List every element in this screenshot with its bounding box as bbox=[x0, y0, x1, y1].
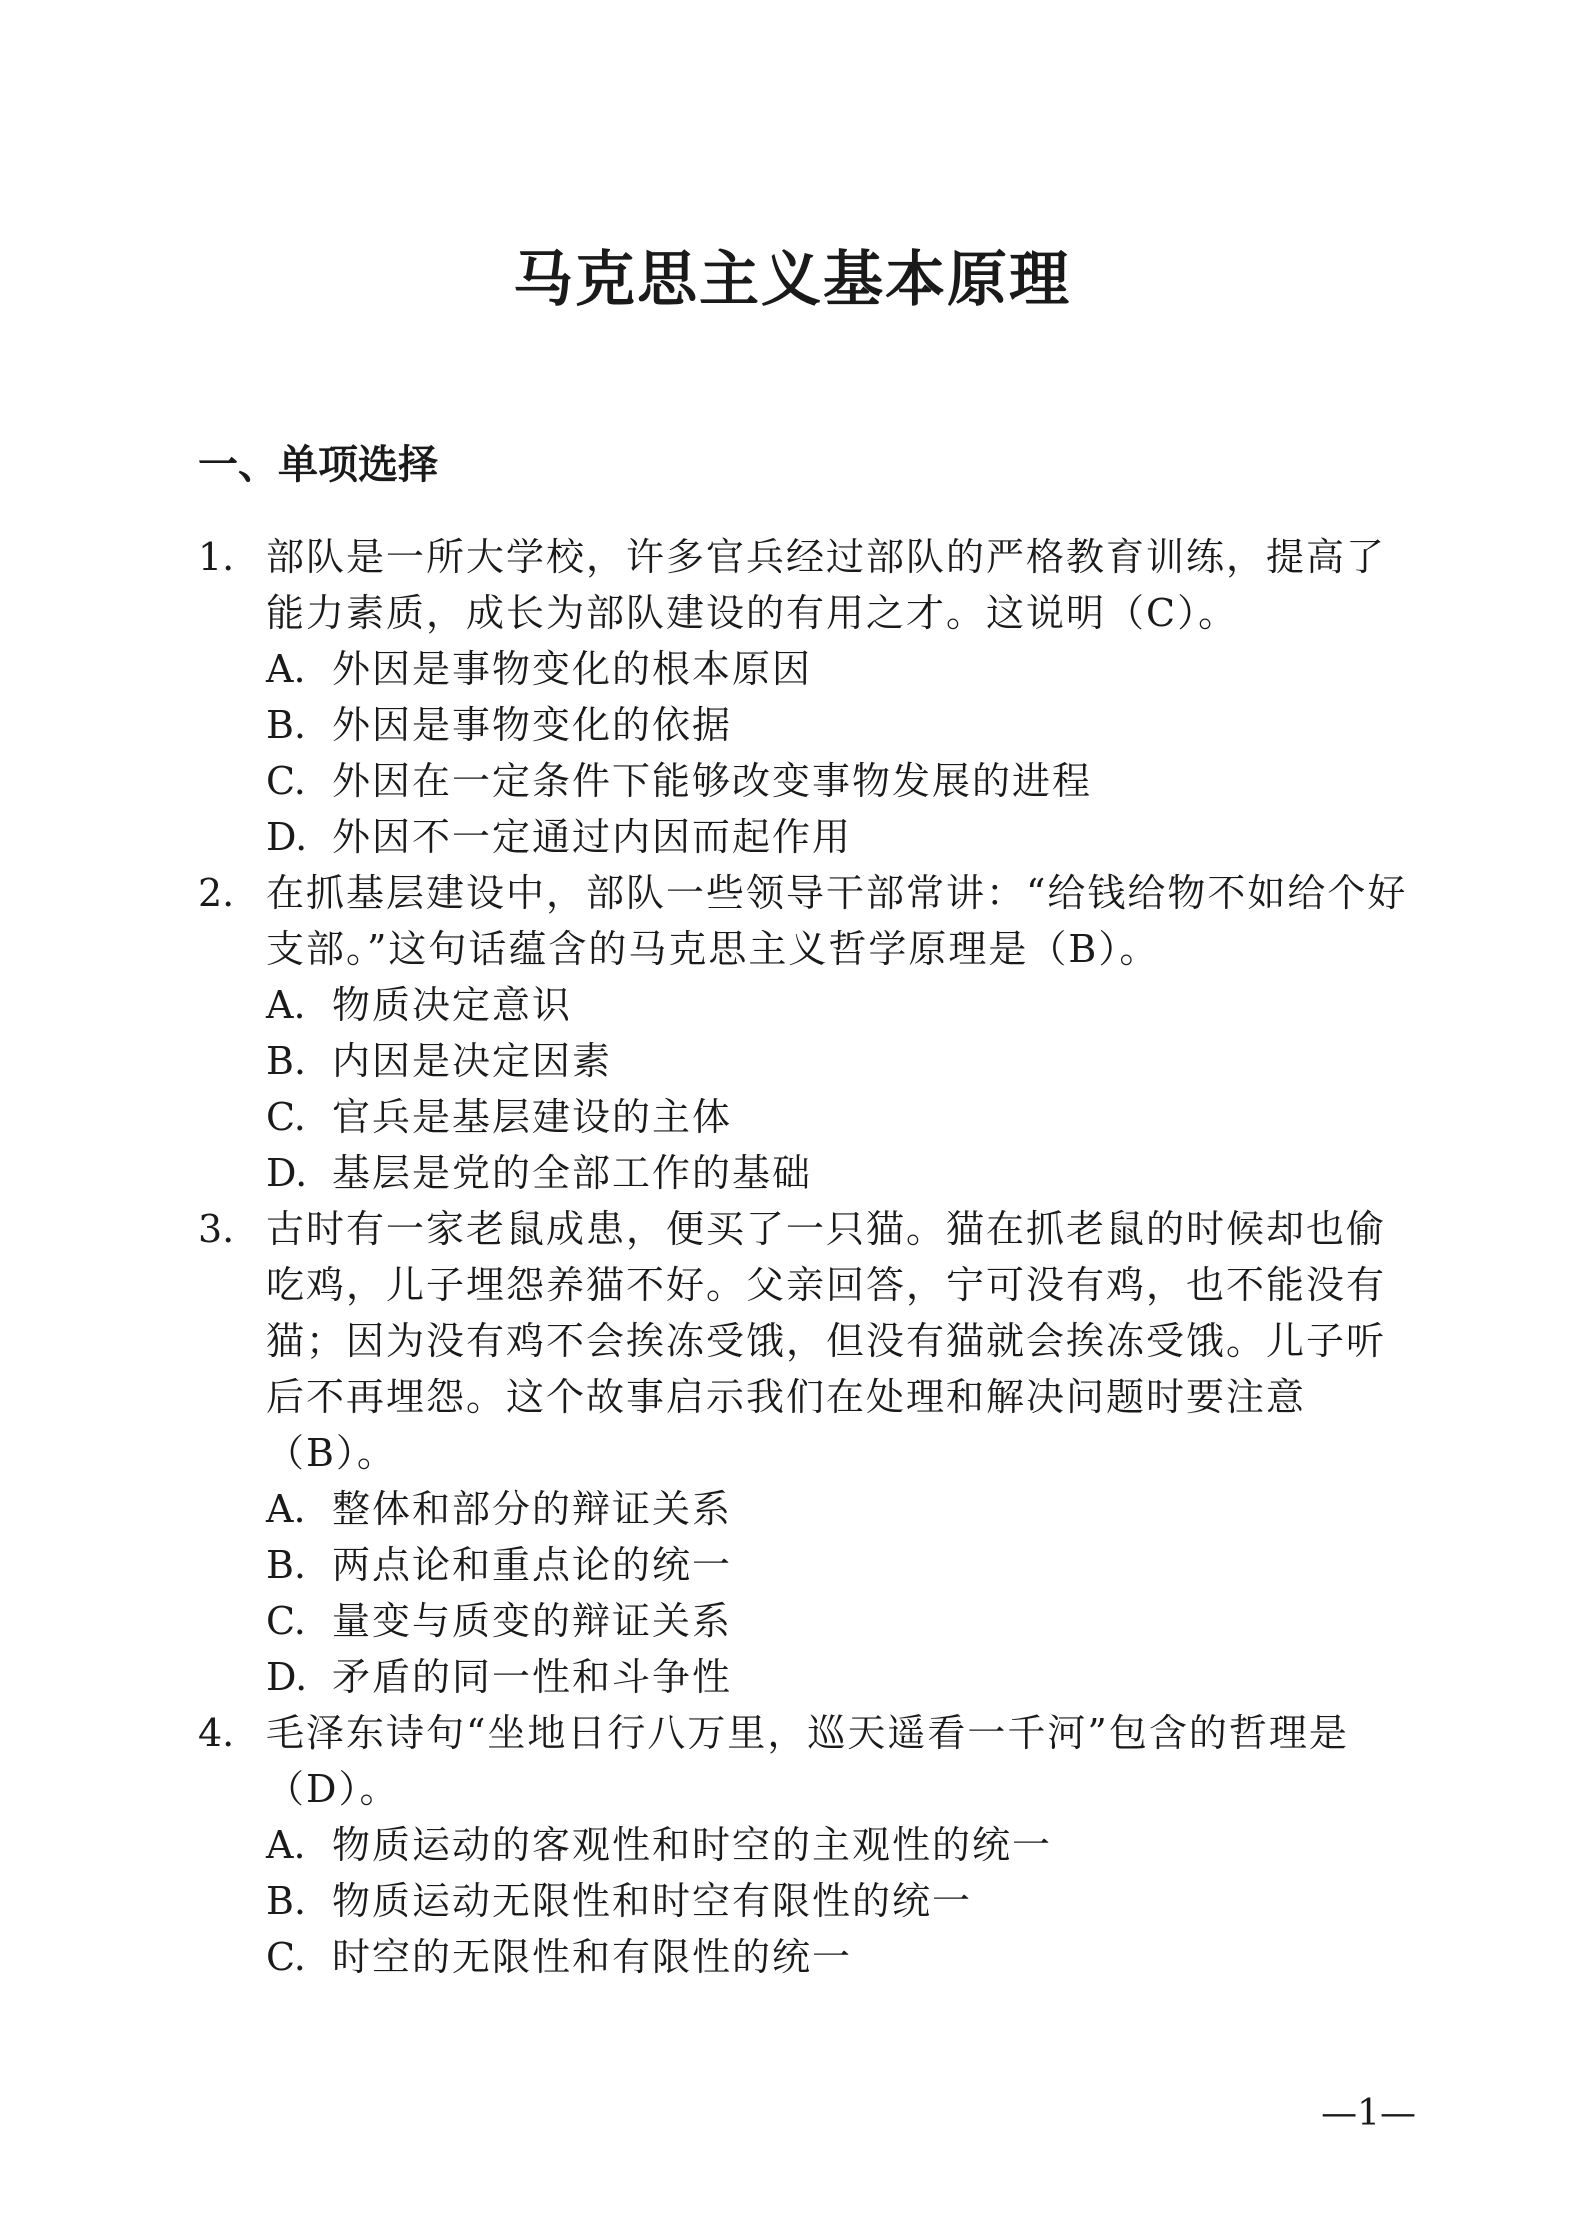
option-item bbox=[266, 1089, 1418, 1145]
option-text: 内因是决定因素 bbox=[332, 1039, 613, 1083]
option-label: D. bbox=[266, 1655, 308, 1699]
option-text: 外因不一定通过内因而起作用 bbox=[332, 815, 853, 859]
option-label: A. bbox=[266, 1487, 306, 1531]
question-number: 3. bbox=[198, 1207, 235, 1251]
question-text: 在抓基层建设中，部队一些领导干部常讲：“给钱给物不如给个好支部。”这句话蕴含的马克思主义哲学原理是（B）。 bbox=[266, 871, 1408, 971]
question-3 bbox=[198, 1201, 1418, 1705]
option-text: 物质运动的客观性和时空的主观性的统一 bbox=[332, 1823, 1053, 1867]
option-text: 官兵是基层建设的主体 bbox=[332, 1095, 733, 1139]
option-list bbox=[198, 977, 1418, 1201]
question-2 bbox=[198, 865, 1418, 1201]
option-text: 外因是事物变化的根本原因 bbox=[332, 647, 813, 691]
option-text: 矛盾的同一性和斗争性 bbox=[332, 1655, 733, 1699]
option-label: A. bbox=[266, 983, 306, 1027]
option-label: C. bbox=[266, 1935, 306, 1979]
option-label: B. bbox=[266, 1543, 307, 1587]
question-list bbox=[198, 529, 1418, 1985]
option-label: B. bbox=[266, 1039, 307, 1083]
option-list bbox=[198, 641, 1418, 865]
option-item bbox=[266, 1929, 1418, 1985]
option-item bbox=[266, 1649, 1418, 1705]
option-item bbox=[266, 1481, 1418, 1537]
option-item bbox=[266, 1145, 1418, 1201]
question-number: 1. bbox=[198, 535, 235, 579]
option-item bbox=[266, 641, 1418, 697]
option-text: 外因在一定条件下能够改变事物发展的进程 bbox=[332, 759, 1093, 803]
option-label: D. bbox=[266, 1151, 308, 1195]
option-text: 两点论和重点论的统一 bbox=[332, 1543, 733, 1587]
option-label: C. bbox=[266, 1599, 306, 1643]
option-list bbox=[198, 1817, 1418, 1985]
option-text: 量变与质变的辩证关系 bbox=[332, 1599, 733, 1643]
option-item bbox=[266, 1817, 1418, 1873]
option-label: C. bbox=[266, 759, 306, 803]
option-text: 基层是党的全部工作的基础 bbox=[332, 1151, 813, 1195]
option-item bbox=[266, 1873, 1418, 1929]
question-stem bbox=[198, 865, 1418, 977]
option-label: A. bbox=[266, 647, 306, 691]
question-text: 部队是一所大学校，许多官兵经过部队的严格教育训练，提高了能力素质，成长为部队建设的有用之才。这说明（C）。 bbox=[266, 535, 1387, 635]
option-item bbox=[266, 1033, 1418, 1089]
option-label: B. bbox=[266, 703, 307, 747]
section-heading: 一、单项选择 bbox=[198, 442, 438, 488]
option-item bbox=[266, 809, 1418, 865]
option-item bbox=[266, 753, 1418, 809]
question-stem bbox=[198, 529, 1418, 641]
question-stem bbox=[198, 1705, 1418, 1817]
question-stem bbox=[198, 1201, 1418, 1481]
option-text: 物质运动无限性和时空有限性的统一 bbox=[332, 1879, 973, 1923]
page-number: —1— bbox=[1321, 2093, 1416, 2134]
option-item bbox=[266, 977, 1418, 1033]
option-text: 整体和部分的辩证关系 bbox=[332, 1487, 733, 1531]
option-list bbox=[198, 1481, 1418, 1705]
option-item bbox=[266, 1537, 1418, 1593]
option-item bbox=[266, 1593, 1418, 1649]
page-title: 马克思主义基本原理 bbox=[513, 245, 1071, 315]
option-label: D. bbox=[266, 815, 308, 859]
question-text: 古时有一家老鼠成患，便买了一只猫。猫在抓老鼠的时候却也偷吃鸡，儿子埋怨养猫不好。父亲回答，宁可没有鸡，也不能没有猫；因为没有鸡不会挨冻受饿，但没有猫就会挨冻受饿。儿子听后不再埋怨。这个故事启示我们在处理和解决问题时要注意（B）。 bbox=[266, 1207, 1387, 1475]
question-number: 2. bbox=[198, 871, 235, 915]
question-text: 毛泽东诗句“坐地日行八万里，巡天遥看一千河”包含的哲理是（D）。 bbox=[266, 1711, 1349, 1811]
option-text: 外因是事物变化的依据 bbox=[332, 703, 733, 747]
option-text: 时空的无限性和有限性的统一 bbox=[332, 1935, 853, 1979]
question-number: 4. bbox=[198, 1711, 235, 1755]
option-label: C. bbox=[266, 1095, 306, 1139]
option-label: A. bbox=[266, 1823, 306, 1867]
option-item bbox=[266, 697, 1418, 753]
question-4 bbox=[198, 1705, 1418, 1985]
option-text: 物质决定意识 bbox=[332, 983, 573, 1027]
question-1 bbox=[198, 529, 1418, 865]
option-label: B. bbox=[266, 1879, 307, 1923]
